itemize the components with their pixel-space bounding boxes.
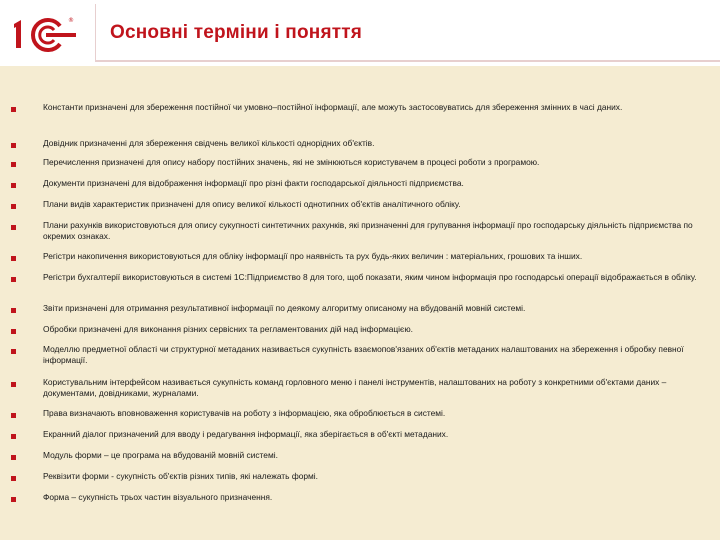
list-item-text: Плани видів характеристик призначені для опису великої кількості однотипних об'єктів аналітичного обліку. [43, 199, 461, 209]
bullet-icon [11, 107, 16, 112]
bullet-icon [11, 183, 16, 188]
list-item-text: Плани рахунків використовуються для опису сукупності синтетичних рахунків, які призначенні для групування інформації про господарську діяльність підприємства по окремих ознаках. [43, 220, 693, 241]
list-item-text: Звіти призначені для отримання результативної інформації по деякому алгоритму описаному на вбудованій мовній системі. [43, 303, 526, 313]
bullet-icon [11, 143, 16, 148]
bullet-icon [11, 349, 16, 354]
bullet-icon [11, 277, 16, 282]
list-item-text: Реквізити форми - сукупність об'єктів різних типів, які належать формі. [43, 471, 318, 481]
bullet-icon [11, 329, 16, 334]
list-item-text: Довідник призначенні для збереження свідчень великої кількості однорідних об'єктів. [43, 138, 375, 148]
bullet-icon [11, 434, 16, 439]
list-item-text: Регістри бухгалтерії використовуються в системі 1С:Підприємство 8 для того, щоб показати, яким чином інформація про господарські операції відображається в обліку. [43, 272, 697, 282]
bullet-icon [11, 382, 16, 387]
bullet-icon [11, 476, 16, 481]
registered-mark: ® [68, 17, 74, 24]
bullet-icon [11, 497, 16, 502]
list-item-text: Права визначають вповноваження користувачів на роботу з інформацією, яка оброблюється в системі. [43, 408, 446, 418]
list-item-text: Константи призначені для збереження постійної чи умовно–постійної інформації, але можуть застосовуватись для збереження змінних в часі даних. [43, 102, 623, 112]
1c-logo [10, 14, 80, 54]
list-item-text: Екранний діалог призначений для вводу і редагування інформації, яка зберігається в об'єкті метаданих. [43, 429, 449, 439]
header-horizontal-divider [95, 60, 720, 62]
list-item-text: Моделлю предметної області чи структурної метаданих називається сукупність взаємопов'язаних об'єктів метаданих налаштованих на збереження і обробку певної інформації. [43, 344, 684, 365]
list-item-text: Користувальним інтерфейсом називається сукупність команд горловного меню і панелі інструментів, налаштованих на роботу з конкретними об'єктами даних – документами, довідниками, журналами. [43, 377, 667, 398]
header [0, 0, 720, 66]
list-item-text: Документи призначені для відображення інформації про різні факти господарської діяльності підприємства. [43, 178, 464, 188]
bullet-icon [11, 455, 16, 460]
bullet-icon [11, 256, 16, 261]
header-vertical-divider [95, 4, 96, 60]
list-item-text: Перечислення призначені для опису набору постійних значень, які не змінюються користувачем в процесі роботи з програмою. [43, 157, 540, 167]
list-item-text: Регістри накопичення використовуються для обліку інформації про наявність та рух будь-яких величин : матеріальних, грошових та інших. [43, 251, 583, 261]
page-title: Основні терміни і поняття [110, 22, 363, 43]
bullet-icon [11, 204, 16, 209]
list-item-text: Обробки призначені для виконання різних сервісних та регламентованих дій над інформацією. [43, 324, 413, 334]
list-item-text: Модуль форми – це програма на вбудованій мовній системі. [43, 450, 278, 460]
bullet-icon [11, 162, 16, 167]
bullet-icon [11, 308, 16, 313]
list-item-text: Форма – сукупність трьох частин візуального призначення. [43, 492, 273, 502]
bullet-icon [11, 413, 16, 418]
bullet-icon [11, 225, 16, 230]
